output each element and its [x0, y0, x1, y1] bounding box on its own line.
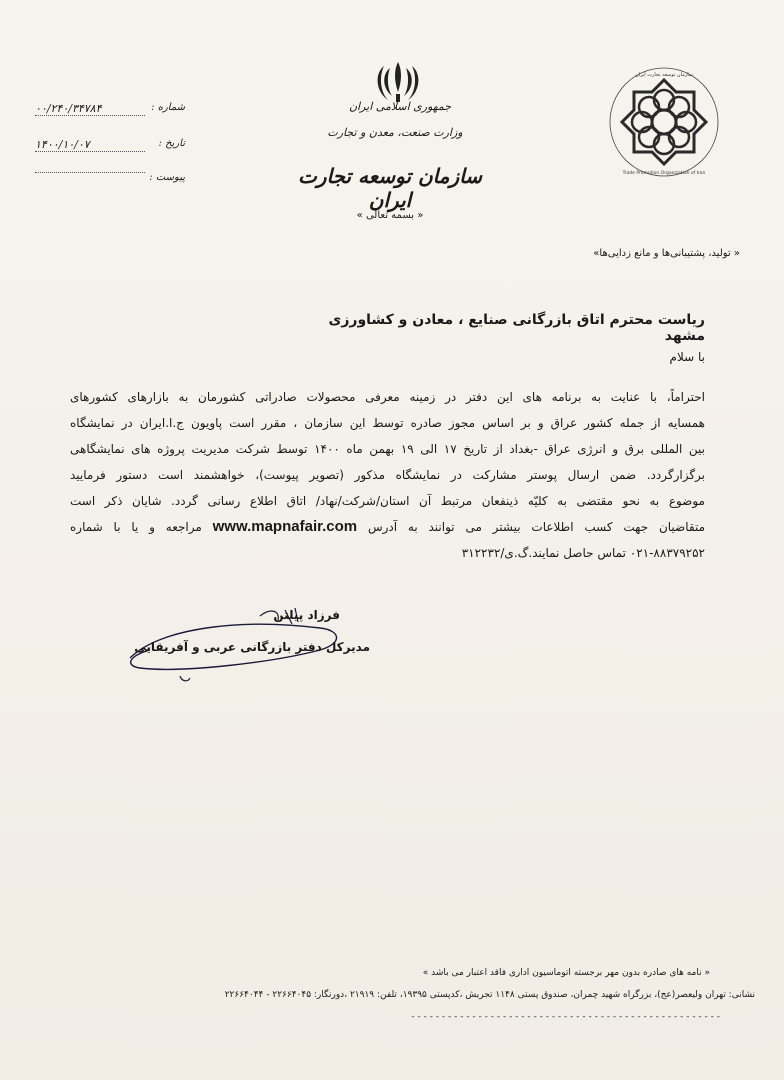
- body-line: بین المللی برق و انرژی عراق -بغداد از تاریخ ۱۷ الی ۱۹ بهمن ماه ۱۴۰۰ توسط شرکت مدیریت پروژه های نمایشگاهی: [70, 442, 705, 456]
- letter-number-label: شماره :: [151, 102, 185, 113]
- letter-number-row: [35, 102, 185, 118]
- seal-caption-en: Trade Promotion Organization of Iran: [622, 171, 706, 176]
- bismillah: « بسمه تعالی »: [356, 210, 424, 221]
- organization-name: سازمان توسعه تجارت ایران: [297, 164, 482, 212]
- letter-attachment-label: پیوست :: [149, 172, 185, 183]
- addressee: ریاست محترم اتاق بازرگانی صنایع ، معادن و کشاورزی مشهد: [328, 312, 705, 344]
- slogan: « تولید، پشتیبانی‌ها و مانع زدایی‌ها»: [593, 248, 740, 259]
- signatory-title: مدیرکل دفتر بازرگانی عربی و آفریقایی: [134, 640, 370, 654]
- body-line: همسایه از جمله کشور عراق و بر اساس مجوز صادره توسط این سازمان ، مقرر است پاویون ج.ا.ایران در نمایشگاه: [70, 416, 705, 430]
- country-name: جمهوری اسلامی ایران: [348, 100, 452, 113]
- letter-date-value: ۱۴۰۰/۱۰/۰۷: [35, 138, 145, 152]
- body-line: برگزارگردد. ضمن ارسال پوستر مشارکت در نمایشگاه مذکور (تصویر پیوست)، خواهشمند است دستور فرمایید: [70, 468, 705, 482]
- letter-date-row: [35, 138, 185, 154]
- website-link[interactable]: www.mapnafair.com: [212, 518, 358, 535]
- body-line-6-post: مراجعه و یا با شماره: [70, 520, 202, 534]
- letter-attachment-row: [35, 172, 185, 188]
- greeting: با سلام: [669, 350, 705, 364]
- letter-attachment-value: [35, 172, 145, 173]
- body-line: ۰۲۱-۸۸۳۷۹۲۵۲ تماس حاصل نمایند.گ.ی/۳۱۲۲۳۲: [461, 546, 705, 560]
- letter-date-label: تاریخ :: [158, 138, 185, 149]
- letter-number-value: ۰۰/۲۴۰/۳۴۷۸۴: [35, 102, 145, 116]
- letter-body: [70, 384, 705, 566]
- body-line-6-pre: متقاضیان جهت کسب اطلاعات بیشتر می توانند به آدرس: [367, 520, 705, 534]
- footer-note: « نامه های صادره بدون مهر برجسته اتوماسیون اداری فاقد اعتبار می باشد »: [422, 968, 710, 978]
- seal-caption-fa: سازمان توسعه تجارت ایران: [635, 72, 693, 78]
- trade-promotion-seal-icon: [606, 64, 722, 180]
- footer-address: نشانی: تهران ولیعصر(عج)، بزرگراه شهید چمران، صندوق پستی ۱۱۴۸ تجریش ،کدپستی ۱۹۳۹۵، تلفن: ۲۱۹۱۹ ،دورنگار: ۲۲۶۶۴۰۴۵ - ۲۲۶۶۴۰۴۴: [224, 990, 755, 1000]
- ministry-name: وزارت صنعت، معدن و تجارت: [327, 126, 463, 139]
- signatory-name: فرزاد پیلتن: [273, 608, 340, 622]
- footer-cut-line: - - - - - - - - - - - - - - - - - - - - - - - - - - - - - - - - - - - - - - - - - - - - - - - - - - -: [411, 1012, 720, 1020]
- body-line: موضوع به نحو مقتضی به کلیّه ذینفعان مرتبط آن استان/شرکت/نهاد/ اتاق اطلاع رسانی گردد. شایان ذکر است: [70, 494, 705, 508]
- iran-emblem-icon: [372, 58, 424, 104]
- body-line: احتراماً، با عنایت به برنامه های این دفتر در زمینه معرفی محصولات صادراتی کشورمان به بازارهای کشورهای: [70, 390, 705, 404]
- body-line: [70, 514, 705, 540]
